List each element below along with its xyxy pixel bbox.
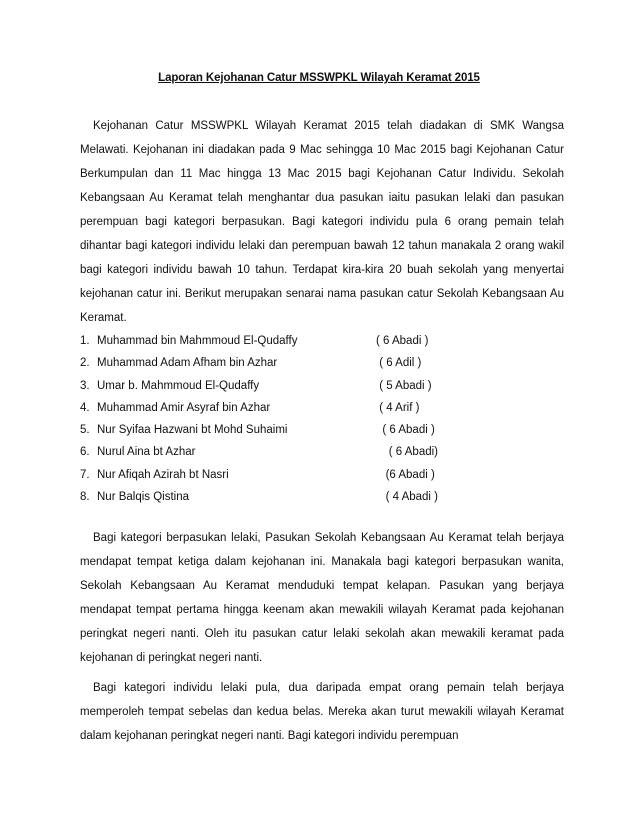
- player-class: ( 6 Adil ): [376, 357, 422, 370]
- list-item: [80, 330, 560, 352]
- list-number: 6.: [80, 446, 90, 459]
- player-class: ( 6 Abadi ): [376, 335, 429, 347]
- player-class: ( 4 Abadi ): [376, 491, 439, 504]
- paragraph-team-results: Bagi kategori berpasukan lelaki, Pasukan Sekolah Kebangsaan Au Keramat telah berjaya mendapat tempat ketiga dalam kejohanan ini. Manakala bagi kategori berpasukan wanita, Sekolah Kebangsaan Au Keramat menduduki tempat kelapan. Pasukan yang berjaya mendapat tempat pertama hingga keenam akan mewakili wilayah Keramat pada kejohanan peringkat negeri nanti. Oleh itu pasukan catur lelaki sekolah akan mewakili keramat pada kejohanan di peringkat negeri nanti.: [80, 532, 564, 664]
- player-name: Nur Afiqah Azirah bt Nasri: [97, 468, 229, 481]
- list-number: 8.: [80, 491, 90, 504]
- list-item: [80, 352, 560, 374]
- player-class: ( 6 Abadi): [376, 446, 439, 459]
- team-list: [80, 330, 560, 508]
- paragraph-intro: Kejohanan Catur MSSWPKL Wilayah Keramat 2015 telah diadakan di SMK Wangsa Melawati. Kejohanan ini diadakan pada 9 Mac sehingga 10 Mac 2015 bagi Kejohanan Catur Berkumpulan dan 11 Mac hingga 13 Mac 2015 bagi Kejohanan Catur Individu. Sekolah Kebangsaan Au Keramat telah menghantar dua pasukan iaitu pasukan lelaki dan pasukan perempuan bagi kategori berpasukan. Bagi kategori individu pula 6 orang pemain telah dihantar bagi kategori individu lelaki dan perempuan bawah 12 tahun manakala 2 orang wakil bagi kategori individu bawah 10 tahun. Terdapat kira-kira 20 buah sekolah yang menyertai kejohanan catur ini. Berikut merupakan senarai nama pasukan catur Sekolah Kebangsaan Au Keramat.: [80, 120, 564, 324]
- player-name: Nur Balqis Qistina: [97, 491, 190, 504]
- player-name: Umar b. Mahmmoud El-Qudaffy: [97, 379, 260, 392]
- player-name: Muhammad Adam Afham bin Azhar: [97, 357, 278, 370]
- list-number: 4.: [80, 401, 90, 414]
- paragraph-individual-results: Bagi kategori individu lelaki pula, dua daripada empat orang pemain telah berjaya memperoleh tempat sebelas dan kedua belas. Mereka akan turut mewakili wilayah Keramat dalam kejohanan peringkat negeri nanti. Bagi kategori individu perempuan: [80, 682, 564, 742]
- player-class: ( 5 Abadi ): [376, 379, 432, 392]
- list-number: 1.: [80, 335, 90, 347]
- player-class: ( 6 Abadi ): [376, 424, 435, 437]
- player-name: Nur Syifaa Hazwani bt Mohd Suhaimi: [97, 424, 288, 437]
- list-item: [80, 464, 560, 486]
- player-class: ( 4 Arif ): [376, 401, 420, 414]
- list-item: [80, 441, 560, 463]
- list-item: [80, 486, 560, 508]
- document-title: Laporan Kejohanan Catur MSSWPKL Wilayah Keramat 2015: [158, 72, 480, 84]
- player-name: Muhammad bin Mahmmoud El-Qudaffy: [97, 335, 298, 347]
- list-item: [80, 419, 560, 441]
- player-name: Muhammad Amir Asyraf bin Azhar: [97, 401, 271, 414]
- list-item: [80, 397, 560, 419]
- list-number: 2.: [80, 357, 90, 370]
- player-class: (6 Abadi ): [376, 468, 435, 481]
- list-number: 7.: [80, 468, 90, 481]
- list-number: 3.: [80, 379, 90, 392]
- list-number: 5.: [80, 424, 90, 437]
- player-name: Nurul Aina bt Azhar: [97, 446, 196, 459]
- list-item: [80, 375, 560, 397]
